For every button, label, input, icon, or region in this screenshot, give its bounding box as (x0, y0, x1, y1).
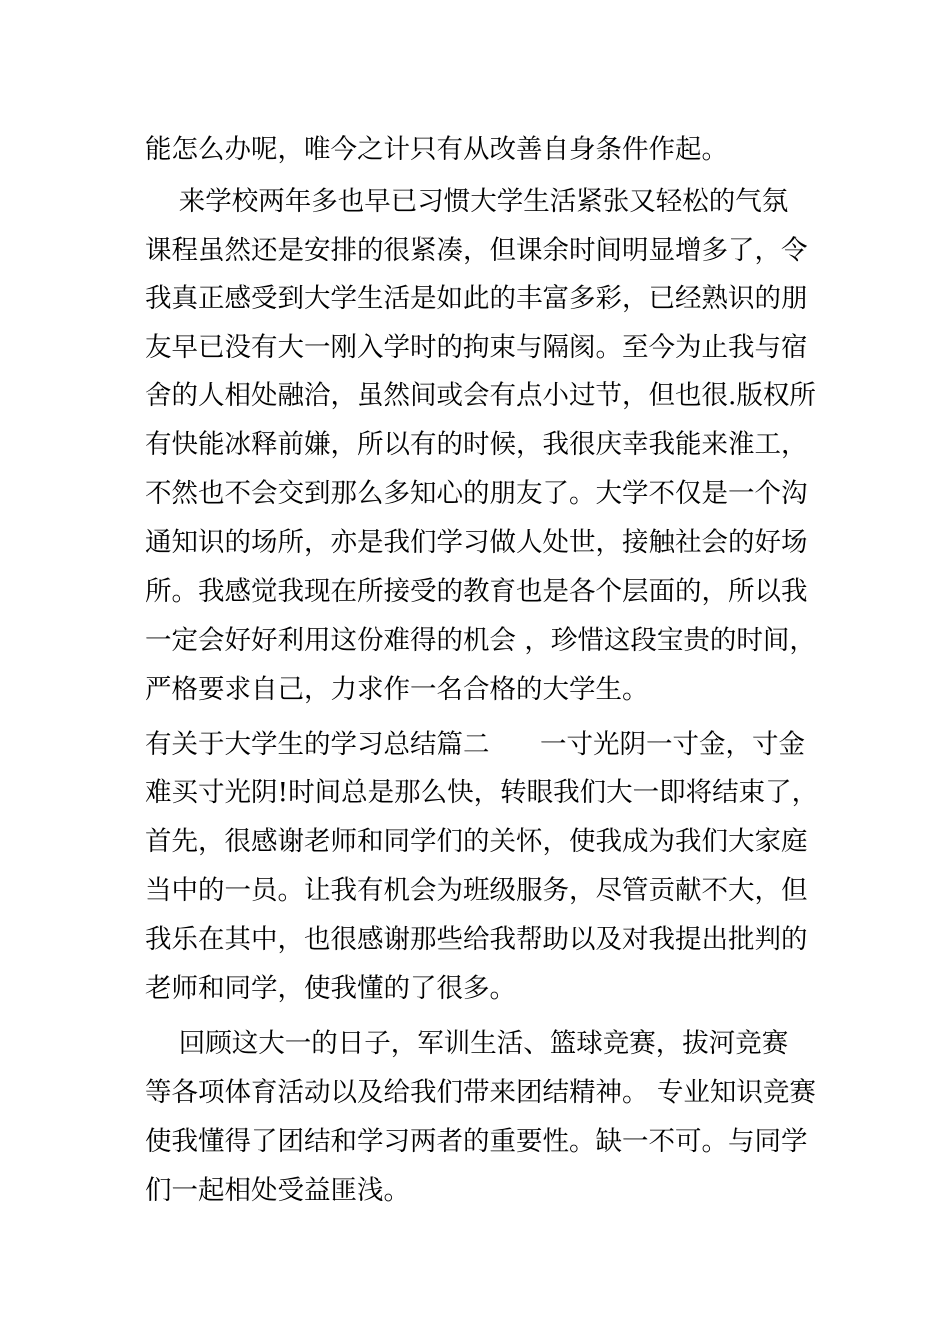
text-line: 首先，很感谢老师和同学们的关怀，使我成为我们大家庭 (145, 826, 808, 857)
text-line: 所。我感觉我现在所接受的教育也是各个层面的，所以我 (145, 576, 808, 607)
text-line: 舍的人相处融洽，虽然间或会有点小过节，但也很.版权所 (145, 380, 816, 411)
text-line: 等各项体育活动以及给我们带来团结精神。 专业知识竞赛 (145, 1077, 816, 1108)
text-line: 严格要求自己，力求作一名合格的大学生。 (145, 674, 649, 705)
text-line: 来学校两年多也早已习惯大学生活紧张又轻松的气氛 (145, 186, 789, 217)
text-line: 有快能冰释前嫌，所以有的时候，我很庆幸我能来淮工， (145, 429, 808, 460)
text-line: 们一起相处受益匪浅。 (145, 1175, 410, 1206)
text-line: 友早已没有大一刚入学时的拘束与隔阂。至今为止我与宿 (145, 332, 808, 363)
text-line: 老师和同学，使我懂的了很多。 (145, 973, 516, 1004)
text-line: 一定会好好利用这份难得的机会 ，珍惜这段宝贵的时间， (145, 625, 816, 656)
text-line: 难买寸光阴!时间总是那么快，转眼我们大一即将结束了， (145, 777, 819, 808)
text-line: 使我懂得了团结和学习两者的重要性。缺一不可。与同学 (145, 1126, 808, 1157)
text-line: 不然也不会交到那么多知心的朋友了。大学不仅是一个沟 (145, 478, 808, 509)
text-line: 通知识的场所，亦是我们学习做人处世，接触社会的好场 (145, 527, 808, 558)
text-line: 能怎么办呢，唯今之计只有从改善自身条件作起。 (145, 134, 728, 165)
text-line: 当中的一员。让我有机会为班级服务，尽管贡献不大，但 (145, 875, 808, 906)
text-line: 回顾这大一的日子，军训生活、篮球竞赛，拔河竞赛 (145, 1028, 789, 1059)
section-heading-line: 有关于大学生的学习总结篇二 一寸光阴一寸金，寸金 (145, 729, 806, 760)
text-line: 课程虽然还是安排的很紧凑，但课余时间明显增多了，令 (145, 235, 808, 266)
text-line: 我乐在其中，也很感谢那些给我帮助以及对我提出批判的 (145, 924, 808, 955)
text-line: 我真正感受到大学生活是如此的丰富多彩，已经熟识的朋 (145, 283, 808, 314)
